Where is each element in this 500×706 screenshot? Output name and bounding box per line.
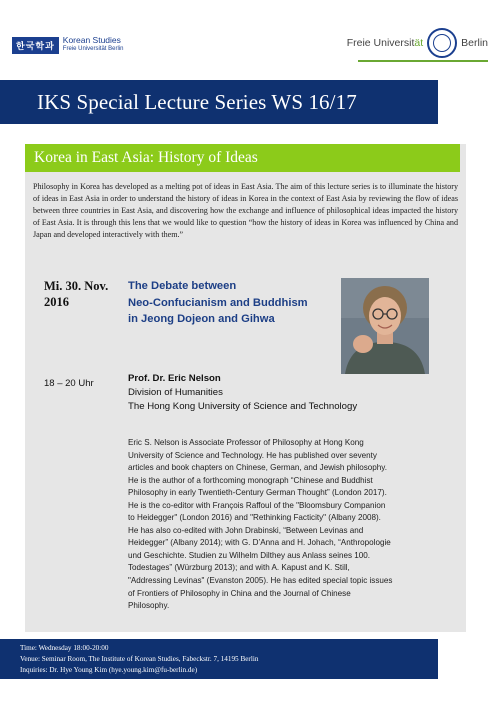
- korean-studies-logo: [12, 36, 123, 54]
- section-title-bar: [25, 144, 460, 172]
- event-time: 18 – 20 Uhr: [44, 378, 94, 389]
- footer-band: [0, 639, 438, 679]
- event-date-line-2: 2016: [44, 295, 69, 309]
- speaker-name: Prof. Dr. Eric Nelson: [128, 373, 221, 384]
- speaker-portrait-image: [341, 278, 429, 374]
- page-title: IKS Special Lecture Series WS 16/17: [37, 90, 357, 114]
- event-date-line-1: Mi. 30. Nov.: [44, 279, 109, 293]
- speaker-bio: Eric S. Nelson is Associate Professor of Philosophy at Hong Kong University of Science and Technology. He has published over seventy articles and book chapters on Chinese, German, and Jewish philosophy. He is the author of a forthcoming monograph “Chinese and Buddhist Philosophy in early Twentieth-Century German Thought” (London 2017). He is the co-editor with François Raffoul of the "Bloomsbury Companion to Heidegger" (London 2016) and "Rethinking Facticity" (Albany 2008). He has also co-edited with John Drabinski, “Between Levinas and Heidegger” (Albany 2014); with G. D’Anna and H. Johach, “Anthropologie und Geschichte. Studien zu Wilhelm Dilthey aus Anlass seines 100. Todestages” (Würzburg 2013); and with A. Kapust and K. Still, "Addressing Levinas" (Evanston 2005). He has edited special topic issues of Frontiers of Philosophy in China and the Journal of Chinese Philosophy.: [128, 438, 393, 611]
- logo-underline: [358, 60, 488, 62]
- speaker-info: [128, 372, 357, 414]
- intro-paragraph: Philosophy in Korea has developed as a melting pot of ideas in East Asia. The aim of this lecture series is to illuminate the history of ideas in East Asia in order to understand the history of ideas in Korea in the context of East Asia by reviewing the flow of ideas between three countries in East Asia, and discovering how the exchange and influence of philosophical ideas impacted the history of East Asia. It is through this lens that we would like to question “how the history of ideas in Korea was influenced by China and Japan and developed interactively with them.”: [33, 182, 458, 239]
- logo-line-2: Freie Universität Berlin: [62, 46, 124, 52]
- talk-title-line-2: Neo-Confucianism and Buddhism: [128, 296, 308, 309]
- fu-name-accent: ät: [414, 37, 424, 49]
- fu-city: Berlin: [461, 37, 488, 49]
- fu-name-prefix: Freie Universit: [346, 37, 415, 49]
- title-band: [0, 80, 438, 124]
- freie-universitaet-logo: [347, 28, 488, 58]
- footer-inquiries: Inquiries: Dr. Hye Young Kim (hye.young.kim@fu-berlin.de): [20, 666, 198, 674]
- talk-title-line-3: in Jeong Dojeon and Gihwa: [128, 313, 275, 325]
- talk-title-line-1: The Debate between: [128, 280, 237, 292]
- talk-title: [128, 278, 308, 328]
- event-date: [44, 278, 108, 310]
- university-seal-icon: [427, 28, 457, 58]
- speaker-photo: [341, 278, 429, 374]
- speaker-department: Division of Humanities: [128, 387, 223, 398]
- footer-time: Time: Wednesday 18:00-20:00: [20, 644, 109, 652]
- section-title: Korea in East Asia: History of Ideas: [34, 149, 258, 166]
- footer-venue: Venue: Seminar Room, The Institute of Korean Studies, Fabeckstr. 7, 14195 Berlin: [20, 655, 259, 663]
- logo-line-1: Korean Studies: [62, 35, 121, 45]
- hangul-logo-mark: 한국학과: [12, 37, 59, 54]
- speaker-institution: The Hong Kong University of Science and Technology: [128, 401, 358, 412]
